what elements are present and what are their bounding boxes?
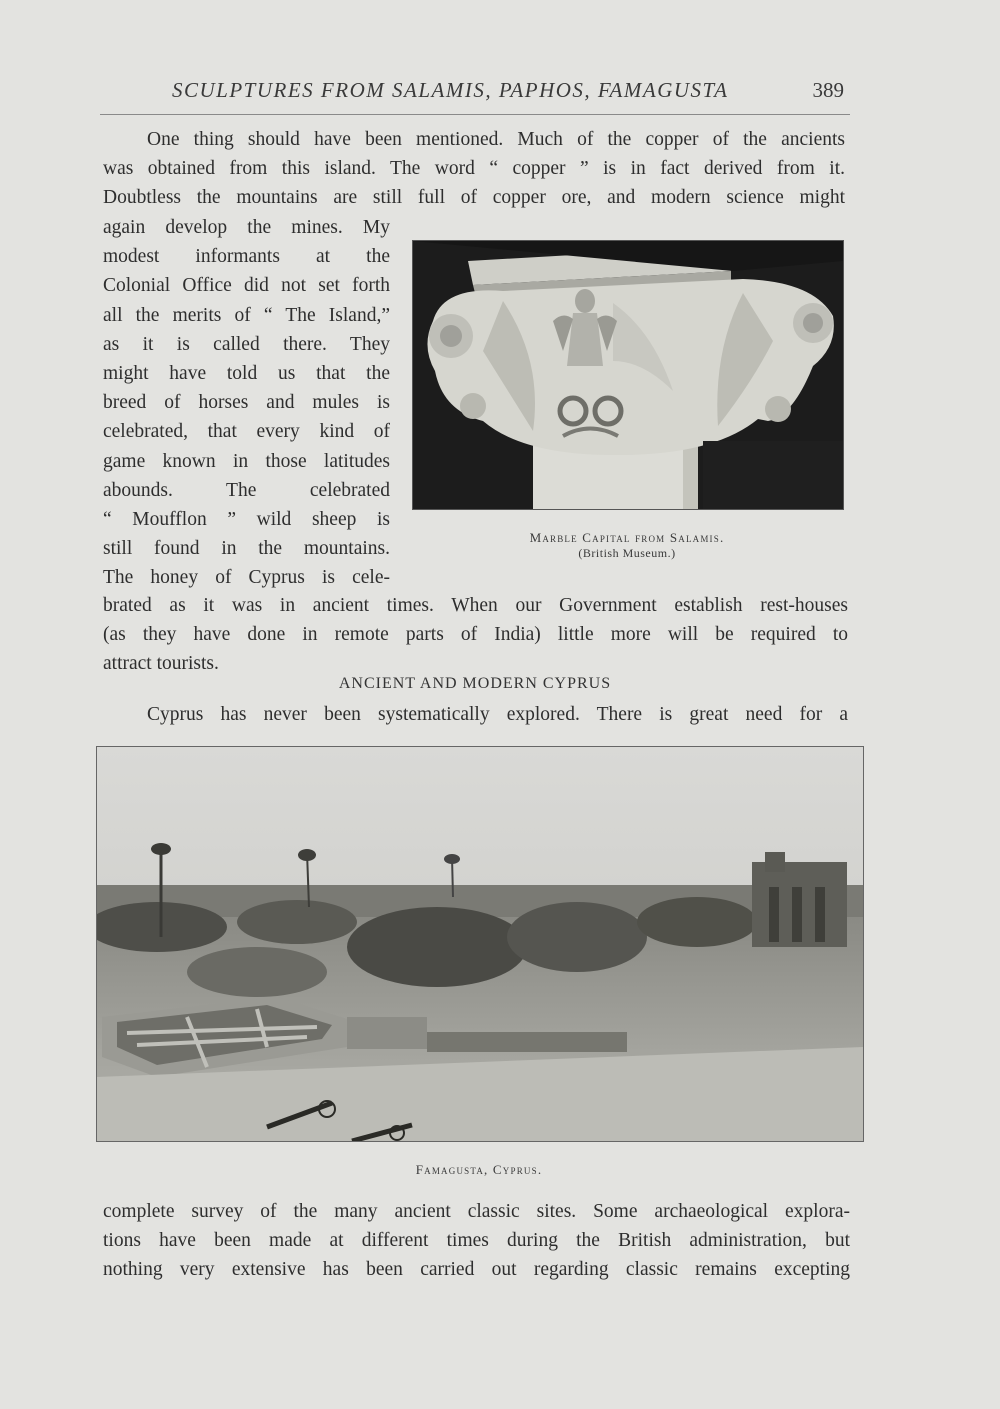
wrapped-text-column <box>103 213 390 592</box>
paragraph-copper <box>103 125 845 213</box>
paragraph-exploration <box>103 700 848 729</box>
header-rule <box>100 114 850 115</box>
paragraph-copper-tail <box>103 591 848 679</box>
running-title: SCULPTURES FROM SALAMIS, PAPHOS, FAMAGUSTA <box>172 78 729 102</box>
marble-capital-illustration <box>413 241 843 509</box>
text-line: again develop the mines. My <box>103 217 390 238</box>
page-number: 389 <box>812 78 844 102</box>
text-line: breed of horses and mules is <box>103 392 390 414</box>
running-head <box>100 74 850 114</box>
text-line: “ Moufflon ” wild sheep is <box>103 508 390 530</box>
text-line: attract tourists. <box>103 653 219 675</box>
text-line: modest informants at the <box>103 246 390 268</box>
figure1-caption-title: Marble Capital from Salamis. <box>529 530 725 545</box>
text-line: abounds. The celebrated <box>103 479 390 501</box>
text-line: The honey of Cyprus is cele- <box>103 567 390 589</box>
figure1-caption-source: (British Museum.) <box>578 546 676 560</box>
famagusta-illustration <box>97 747 863 1141</box>
text-line: One thing should have been mentioned. Much of the copper of the ancients <box>147 129 845 150</box>
text-line: complete survey of the many ancient classic sites. Some archaeological explora- <box>103 1201 850 1222</box>
famagusta-photo <box>96 746 864 1142</box>
figure1-caption <box>412 530 842 561</box>
text-line: might have told us that the <box>103 362 390 384</box>
text-line: Doubtless the mountains are still full of copper ore, and modern science might <box>103 187 845 209</box>
text-line: celebrated, that every kind of <box>103 421 390 443</box>
text-line: (as they have done in remote parts of India) little more will be required to <box>103 624 848 646</box>
text-line: still found in the mountains. <box>103 538 390 560</box>
section-heading: ANCIENT AND MODERN CYPRUS <box>338 675 612 692</box>
text-line: all the merits of “ The Island,” <box>103 304 390 326</box>
figure2-caption: Famagusta, Cyprus. <box>415 1162 543 1177</box>
text-line: Cyprus has never been systematically explored. There is great need for a <box>147 704 848 725</box>
marble-capital-photo <box>412 240 844 510</box>
text-line: brated as it was in ancient times. When our Government establish rest-houses <box>103 595 848 616</box>
text-line: as it is called there. They <box>103 333 390 355</box>
paragraph-survey <box>103 1197 850 1285</box>
text-line: was obtained from this island. The word “ copper ” is in fact derived from it. <box>103 158 845 180</box>
text-line: tions have been made at different times during the British administration, but <box>103 1230 850 1252</box>
text-line: nothing very extensive has been carried out regarding classic remains excepting <box>103 1259 850 1281</box>
text-line: game known in those latitudes <box>103 450 390 472</box>
text-line: Colonial Office did not set forth <box>103 275 390 297</box>
